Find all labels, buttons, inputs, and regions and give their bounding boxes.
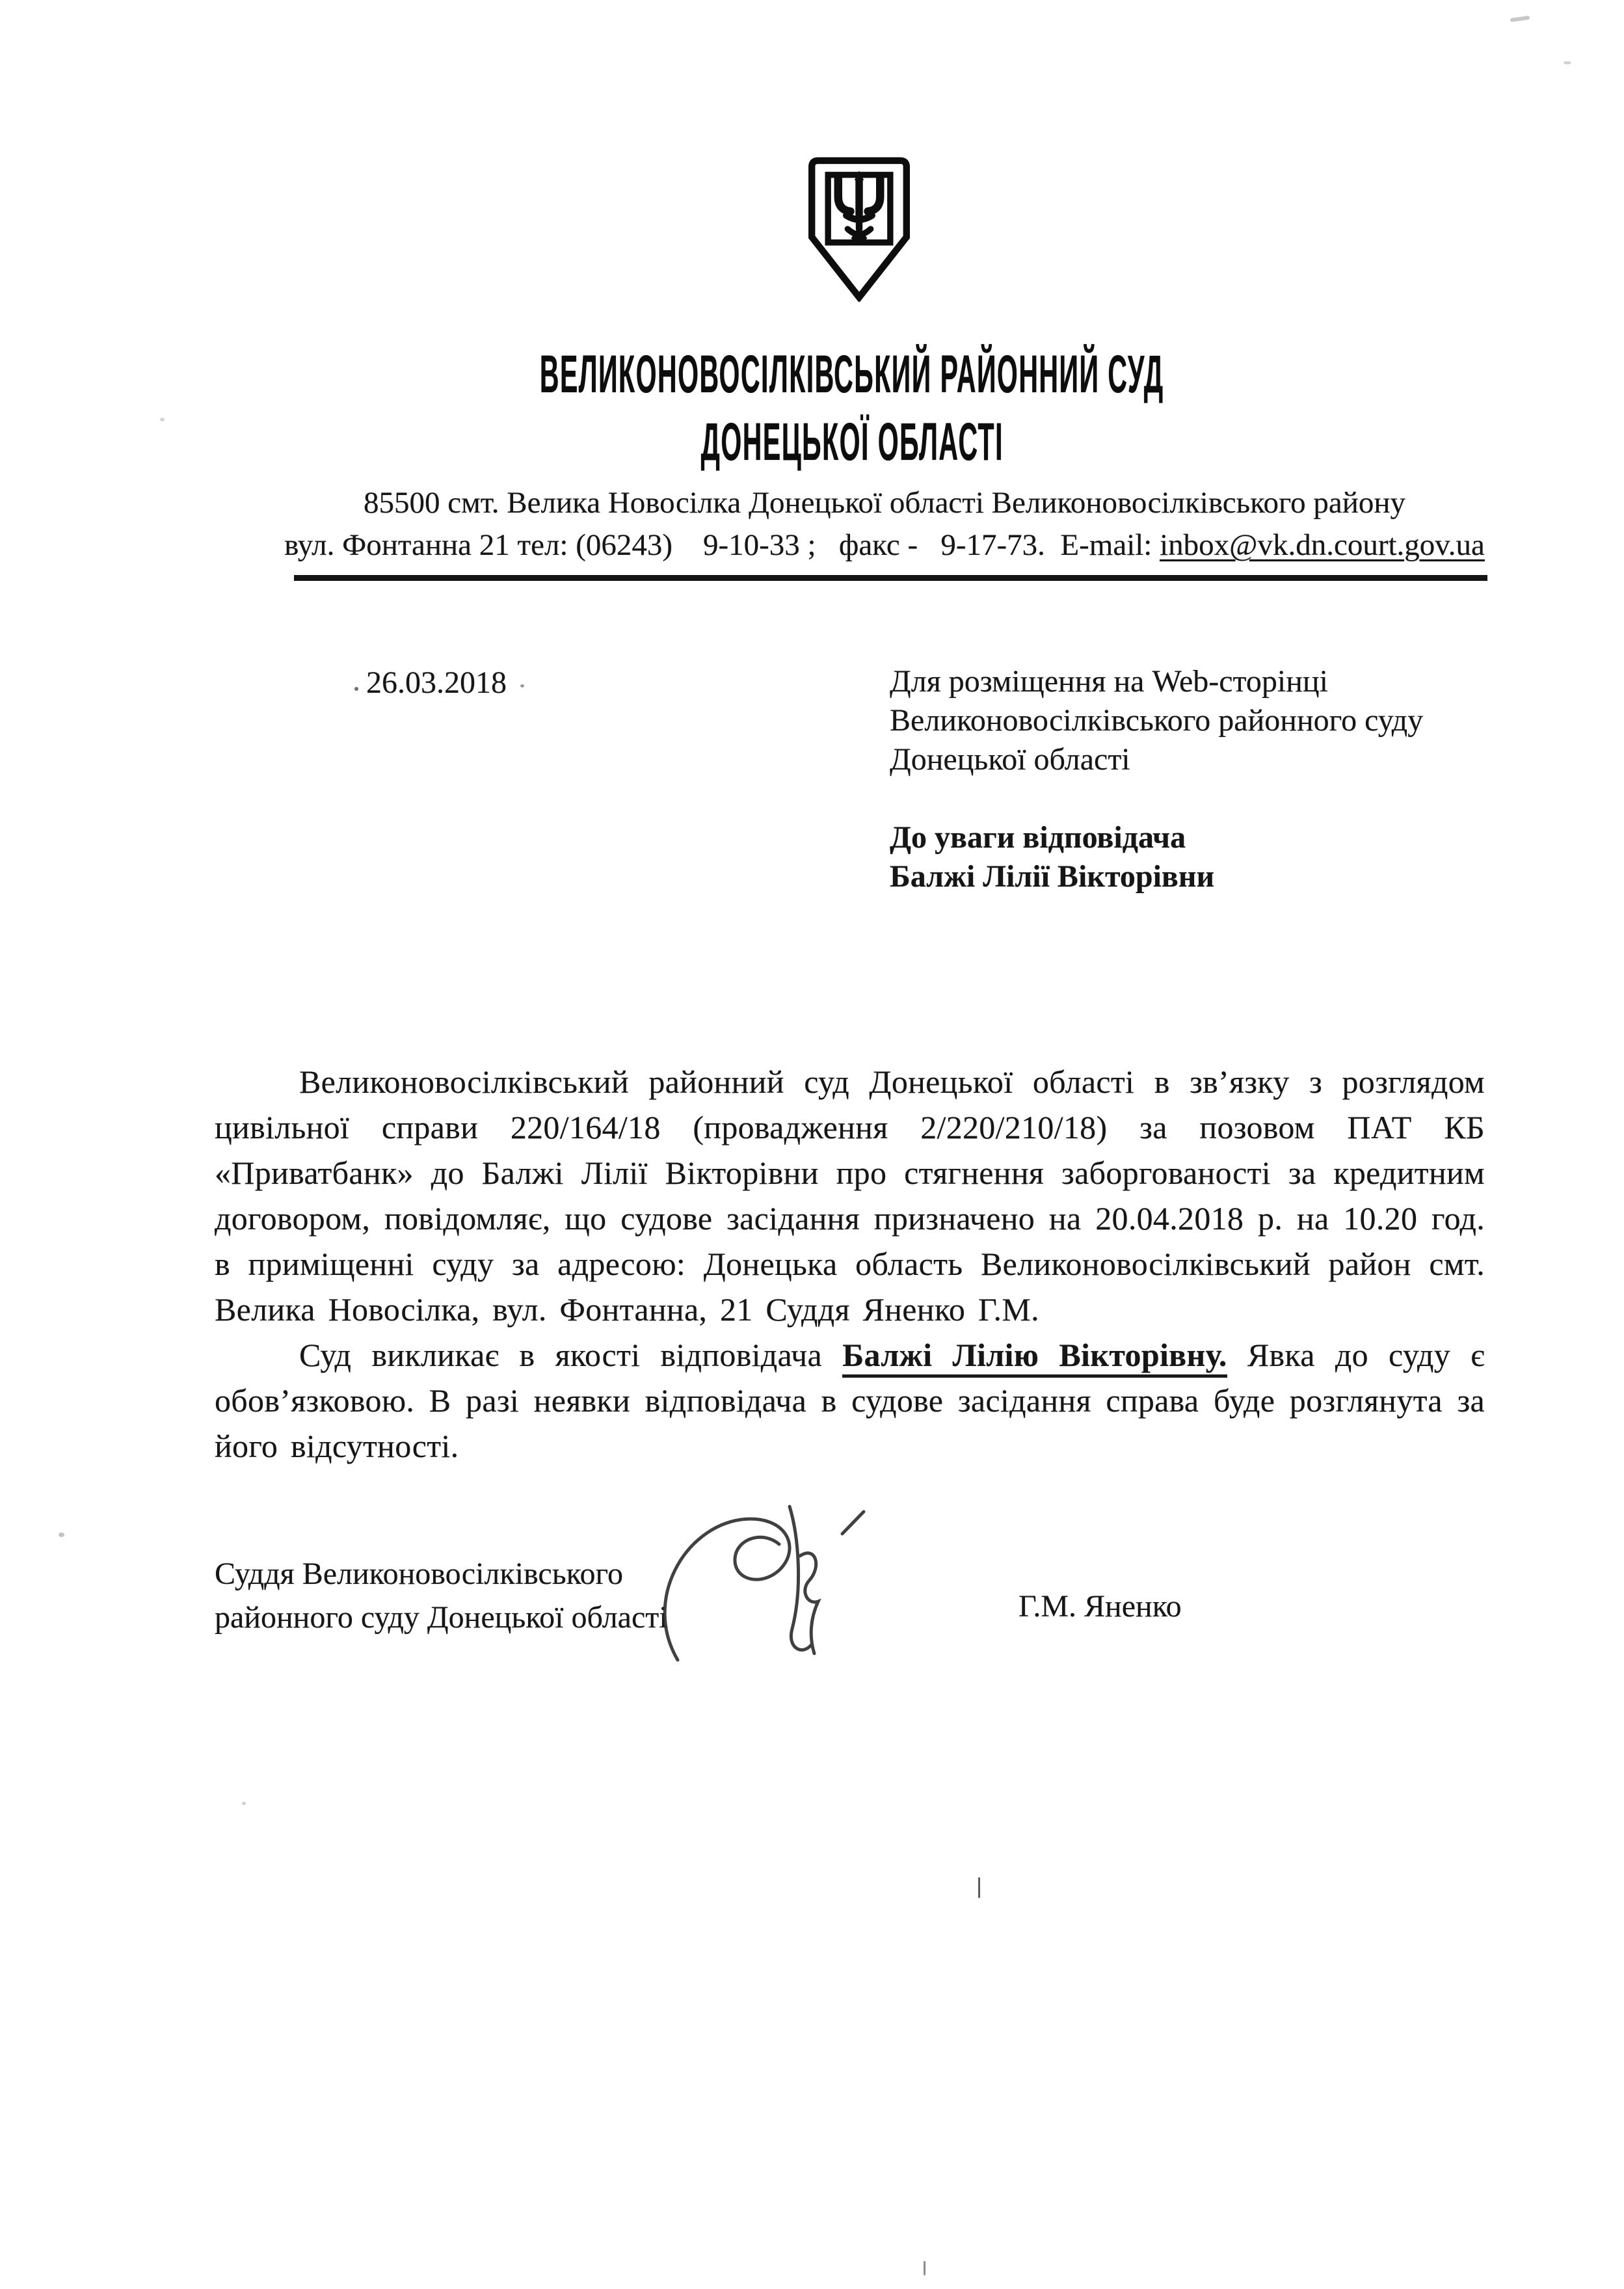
signer-name: Г.М. Яненко — [1018, 1589, 1182, 1624]
court-name-header — [78, 347, 1624, 470]
address-line1: 85500 смт. Велика Новосілка Донецької області Великоновосілківського району — [363, 486, 1406, 520]
court-name-line2: ДОНЕЦЬКОЇ ОБЛАСТІ — [700, 412, 1004, 472]
scan-artifact — [59, 1533, 64, 1537]
letter-paragraph-2 — [215, 1332, 1485, 1469]
letter-body — [215, 1059, 1485, 1469]
signer-title-line1: Суддя Великоновосілківського — [215, 1557, 623, 1591]
scan-artifact — [1510, 16, 1530, 22]
court-email: inbox@vk.dn.court.gov.ua — [1160, 528, 1485, 562]
attention-block — [890, 818, 1214, 896]
scan-artifact — [160, 418, 165, 422]
web-placement-notice — [890, 662, 1423, 779]
defendant-name-emphasis: Балжі Лілію Вікторівну. — [842, 1337, 1227, 1378]
letter-paragraph-1: Великоновосілківський районний суд Донецької області в зв’язку з розглядом цивільної справи 220/164/18 (провадження 2/220/210/18) за позовом ПАТ КБ «Приватбанк» до Балжі Лілії Вікторівни про стягнення заборгованості за кредитним договором, повідомляє, що судове засідання призначено на 20.04.2018 р. на 10.20 год. в приміщенні суду за адресою: Донецька область Великоновосілківський район смт. Велика Новосілка, вул. Фонтанна, 21 Суддя Яненко Г.М. — [215, 1064, 1485, 1328]
web-notice-line1: Для розміщення на Web-сторінці — [890, 664, 1328, 699]
web-notice-line2: Великоновосілківського районного суду — [890, 703, 1424, 738]
attention-line2: Балжі Лілії Вікторівни — [890, 859, 1215, 894]
court-address — [163, 485, 1606, 563]
scan-artifact — [242, 1802, 246, 1805]
signer-title — [215, 1552, 668, 1639]
court-name-line1: ВЕЛИКОНОВОСІЛКІВСЬКИЙ РАЙОННИЙ СУД — [540, 345, 1164, 404]
scan-artifact — [978, 1877, 980, 1898]
scan-artifact — [520, 684, 524, 688]
trident-emblem-icon — [808, 156, 910, 302]
document-date: 26.03.2018 — [366, 665, 507, 700]
header-divider-rule — [294, 575, 1487, 581]
handwritten-signature — [644, 1496, 963, 1672]
paragraph2-lead: Суд викликає в якості відповідача — [299, 1337, 843, 1373]
web-notice-line3: Донецької області — [890, 742, 1130, 777]
scan-artifact — [354, 687, 358, 691]
signer-title-line2: районного суду Донецької області — [215, 1600, 668, 1635]
scan-artifact — [924, 2261, 925, 2275]
paragraph2-tail: Явка до суду є обов’язковою. В разі неявки відповідача в судове засідання справа буде розглянута за його відсутності. — [215, 1337, 1485, 1464]
attention-line1: До уваги відповідача — [890, 820, 1186, 855]
address-line2: вул. Фонтанна 21 тел: (06243) 9-10-33 ; факс - 9-17-73. E-mail: — [284, 528, 1160, 562]
scan-artifact — [1564, 61, 1571, 64]
